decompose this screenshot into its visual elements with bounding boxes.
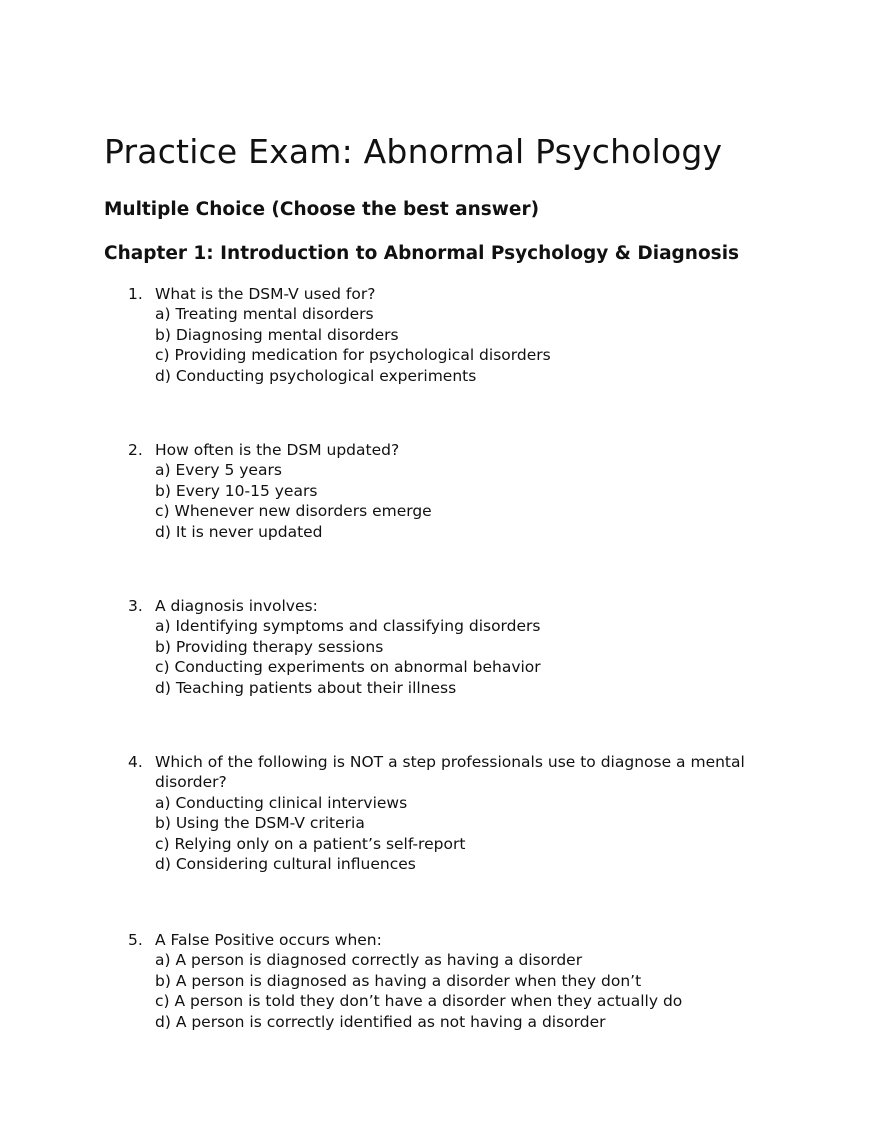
answer-option-a: a) Identifying symptoms and classifying disorders bbox=[155, 617, 541, 636]
question-text: Which of the following is NOT a step professionals use to diagnose a mental disorder? bbox=[155, 753, 745, 792]
question-3 bbox=[128, 596, 748, 698]
answer-option-b: b) Providing therapy sessions bbox=[155, 637, 384, 656]
answer-option-b: b) Diagnosing mental disorders bbox=[155, 325, 399, 344]
question-5 bbox=[128, 930, 748, 1032]
answer-option-a: a) Treating mental disorders bbox=[155, 305, 374, 324]
answer-option-d: d) Teaching patients about their illness bbox=[155, 678, 457, 697]
answer-option-c: c) Conducting experiments on abnormal behavior bbox=[155, 658, 541, 677]
section-subtitle: Multiple Choice (Choose the best answer) bbox=[104, 199, 540, 220]
question-2 bbox=[128, 440, 748, 542]
question-text: A diagnosis involves: bbox=[155, 597, 318, 615]
answer-option-d: d) Considering cultural influences bbox=[155, 855, 416, 874]
answer-option-a: a) A person is diagnosed correctly as having a disorder bbox=[155, 951, 583, 970]
chapter-heading: Chapter 1: Introduction to Abnormal Psychology & Diagnosis bbox=[104, 243, 740, 264]
question-text: What is the DSM-V used for? bbox=[155, 285, 376, 303]
question-text: A False Positive occurs when: bbox=[155, 931, 382, 949]
answer-option-c: c) Providing medication for psychological disorders bbox=[155, 346, 551, 365]
answer-option-c: c) Whenever new disorders emerge bbox=[155, 502, 432, 521]
answer-option-d: d) It is never updated bbox=[155, 522, 323, 541]
question-4 bbox=[128, 752, 748, 874]
question-text: How often is the DSM updated? bbox=[155, 441, 400, 459]
question-number: 4. bbox=[128, 753, 143, 771]
page-title: Practice Exam: Abnormal Psychology bbox=[104, 132, 723, 171]
question-number: 5. bbox=[128, 931, 143, 949]
answer-option-d: d) Conducting psychological experiments bbox=[155, 366, 477, 385]
answer-option-a: a) Conducting clinical interviews bbox=[155, 793, 408, 812]
question-number: 1. bbox=[128, 285, 143, 303]
answer-option-c: c) A person is told they don’t have a disorder when they actually do bbox=[155, 992, 683, 1011]
answer-option-a: a) Every 5 years bbox=[155, 461, 282, 480]
question-number: 3. bbox=[128, 597, 143, 615]
answer-option-d: d) A person is correctly identified as not having a disorder bbox=[155, 1012, 606, 1031]
question-1 bbox=[128, 284, 748, 386]
answer-option-c: c) Relying only on a patient’s self-report bbox=[155, 834, 466, 853]
answer-option-b: b) Every 10-15 years bbox=[155, 481, 318, 500]
answer-option-b: b) A person is diagnosed as having a disorder when they don’t bbox=[155, 971, 642, 990]
question-number: 2. bbox=[128, 441, 143, 459]
answer-option-b: b) Using the DSM-V criteria bbox=[155, 814, 365, 833]
